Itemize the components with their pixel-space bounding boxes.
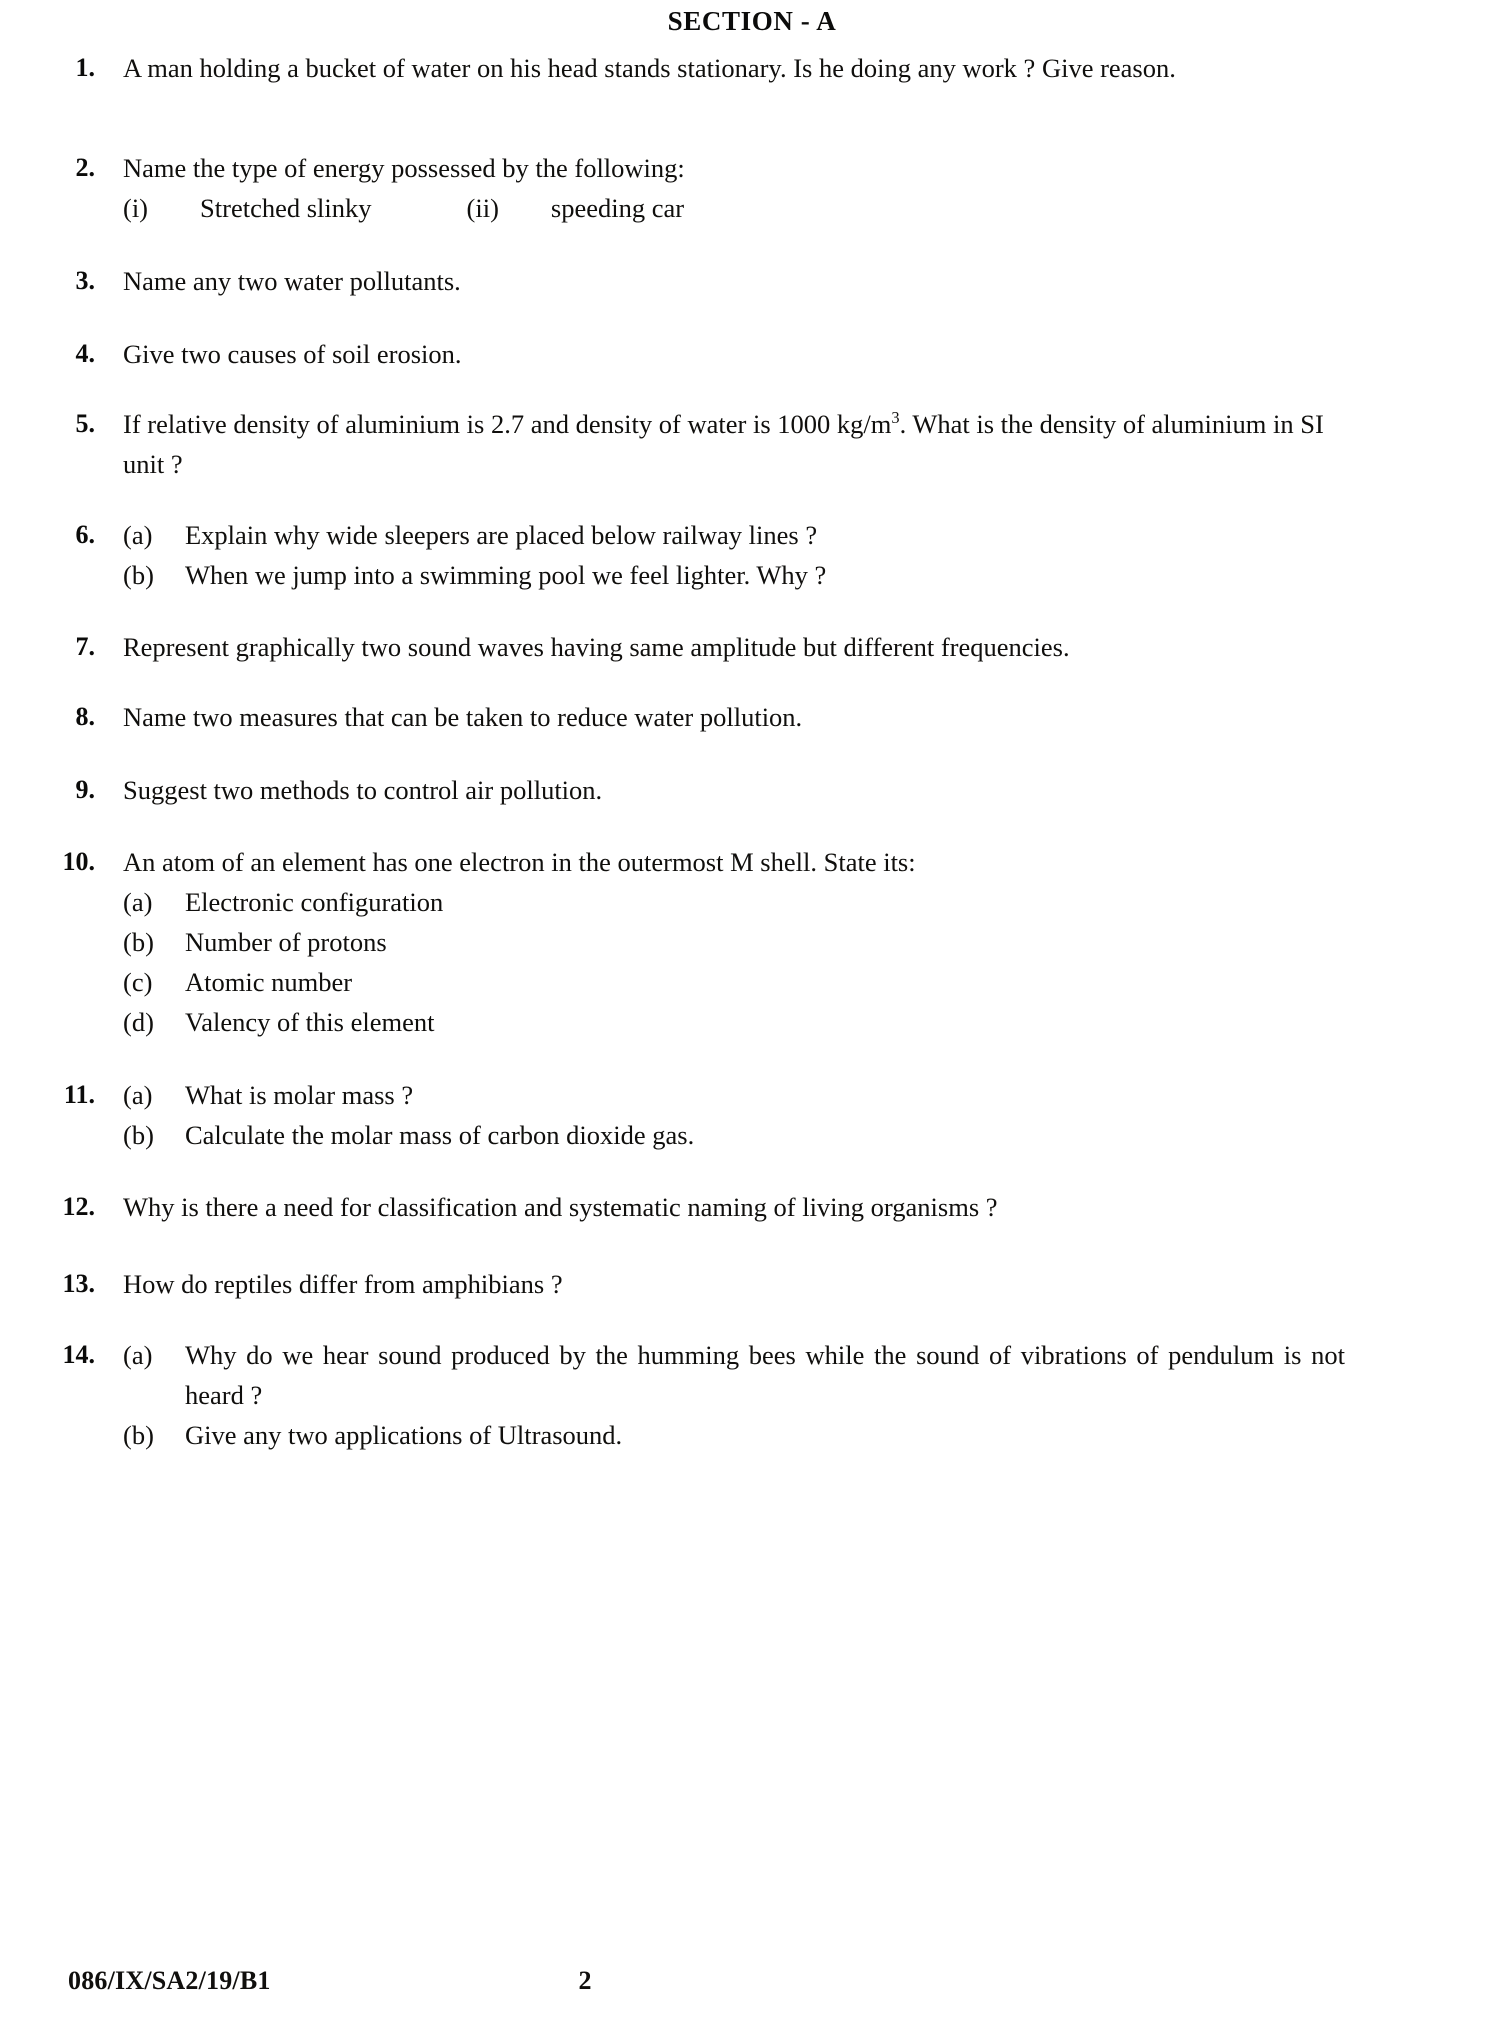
subitem-text: Atomic number <box>185 967 353 997</box>
question-body <box>123 1075 1345 1155</box>
question-subitem <box>123 1002 1345 1042</box>
subitem-text: Calculate the molar mass of carbon dioxide gas. <box>185 1120 695 1150</box>
question-text: Represent graphically two sound waves having same amplitude but different frequencies. <box>123 632 1070 662</box>
question-text: How do reptiles differ from amphibians ? <box>123 1269 563 1299</box>
subitem-text: What is molar mass ? <box>185 1080 414 1110</box>
question-body <box>123 48 1345 88</box>
question-number: 11. <box>63 1080 95 1109</box>
question-body <box>123 334 1345 374</box>
question-item <box>0 627 1504 667</box>
question-body <box>123 404 1345 484</box>
question-text: Name the type of energy possessed by the following: <box>123 153 685 183</box>
question-item <box>0 1187 1504 1227</box>
question-subitems-inline <box>123 188 1345 228</box>
question-text: Why is there a need for classification and systematic naming of living organisms ? <box>123 1192 998 1222</box>
question-number: 5. <box>75 409 95 438</box>
question-body <box>123 770 1345 810</box>
question-subitem <box>123 882 1345 922</box>
question-number: 8. <box>75 702 95 731</box>
question-item <box>0 1075 1504 1155</box>
question-item <box>0 1264 1504 1304</box>
subitem-label: (a) <box>123 887 153 917</box>
question-body <box>123 697 1345 737</box>
question-body <box>123 842 1345 1042</box>
question-text-pre: If relative density of aluminium is 2.7 and density of water is 1000 kg/m <box>123 409 892 439</box>
subitem-text: Explain why wide sleepers are placed below railway lines ? <box>185 520 818 550</box>
subitem-text: Electronic configuration <box>185 887 444 917</box>
subitem-label: (b) <box>123 1120 154 1150</box>
question-subitem <box>123 1335 1345 1415</box>
question-item <box>0 404 1504 484</box>
question-number: 1. <box>75 53 95 82</box>
question-item <box>0 697 1504 737</box>
question-body <box>123 148 1345 228</box>
question-body <box>123 515 1345 595</box>
question-body <box>123 627 1345 667</box>
subitem-text: speeding car <box>550 193 685 223</box>
question-item <box>0 148 1504 228</box>
question-subitem <box>123 922 1345 962</box>
question-number: 10. <box>62 847 95 876</box>
exponent: 3 <box>891 408 900 428</box>
question-number: 2. <box>75 153 95 182</box>
paper-code: 086/IX/SA2/19/B1 <box>68 1966 271 1995</box>
question-item <box>0 1335 1504 1455</box>
question-subitem <box>123 1415 1345 1455</box>
question-text <box>123 404 1345 484</box>
subitem-text: When we jump into a swimming pool we feel lighter. Why ? <box>185 560 827 590</box>
question-text: An atom of an element has one electron in the outermost M shell. State its: <box>123 847 916 877</box>
subitem-text: Give any two applications of Ultrasound. <box>185 1420 623 1450</box>
subitem-text: Why do we hear sound produced by the humming bees while the sound of vibrations of pendulum is not heard ? <box>185 1340 1345 1410</box>
subitem-label: (a) <box>123 1340 153 1370</box>
subitem-text: Stretched slinky <box>200 193 372 223</box>
question-text: Name two measures that can be taken to reduce water pollution. <box>123 702 803 732</box>
question-list <box>0 48 1504 1455</box>
question-number: 6. <box>75 520 95 549</box>
section-header: SECTION - A <box>667 6 837 36</box>
question-subitem <box>123 515 1345 555</box>
subitem-text: Valency of this element <box>185 1007 435 1037</box>
subitem-label: (i) <box>123 193 149 223</box>
question-item <box>0 770 1504 810</box>
question-number: 7. <box>75 632 95 661</box>
subitem-label: (d) <box>123 1007 154 1037</box>
question-number: 14. <box>62 1340 95 1369</box>
subitem-label: (a) <box>123 520 153 550</box>
question-body <box>123 1264 1345 1304</box>
subitem-label: (b) <box>123 927 154 957</box>
question-item <box>0 515 1504 595</box>
subitem-label: (ii) <box>466 193 499 223</box>
question-body <box>123 1187 1345 1227</box>
question-item <box>0 261 1504 301</box>
question-item <box>0 842 1504 1042</box>
page-footer <box>0 1966 1504 2006</box>
question-number: 13. <box>62 1269 95 1298</box>
subitem-text: Number of protons <box>185 927 387 957</box>
question-item <box>0 48 1504 88</box>
question-text: Name any two water pollutants. <box>123 266 461 296</box>
question-body <box>123 261 1345 301</box>
subitem-label: (b) <box>123 1420 154 1450</box>
question-number: 12. <box>62 1192 95 1221</box>
question-body <box>123 1335 1345 1455</box>
question-subitem <box>123 1075 1345 1115</box>
question-number: 3. <box>75 266 95 295</box>
subitem-label: (c) <box>123 967 153 997</box>
page-number: 2 <box>578 1966 592 1995</box>
question-text: Suggest two methods to control air pollution. <box>123 775 603 805</box>
question-text: A man holding a bucket of water on his head stands stationary. Is he doing any work ? Give reason. <box>123 53 1176 83</box>
question-subitem <box>123 555 1345 595</box>
question-number: 9. <box>75 775 95 804</box>
question-subitem <box>123 962 1345 1002</box>
question-text-post: . What is the density of aluminium in SI unit ? <box>123 409 1324 479</box>
question-text: Give two causes of soil erosion. <box>123 339 462 369</box>
question-subitem <box>123 1115 1345 1155</box>
subitem-label: (b) <box>123 560 154 590</box>
question-number: 4. <box>75 339 95 368</box>
question-item <box>0 334 1504 374</box>
subitem-label: (a) <box>123 1080 153 1110</box>
